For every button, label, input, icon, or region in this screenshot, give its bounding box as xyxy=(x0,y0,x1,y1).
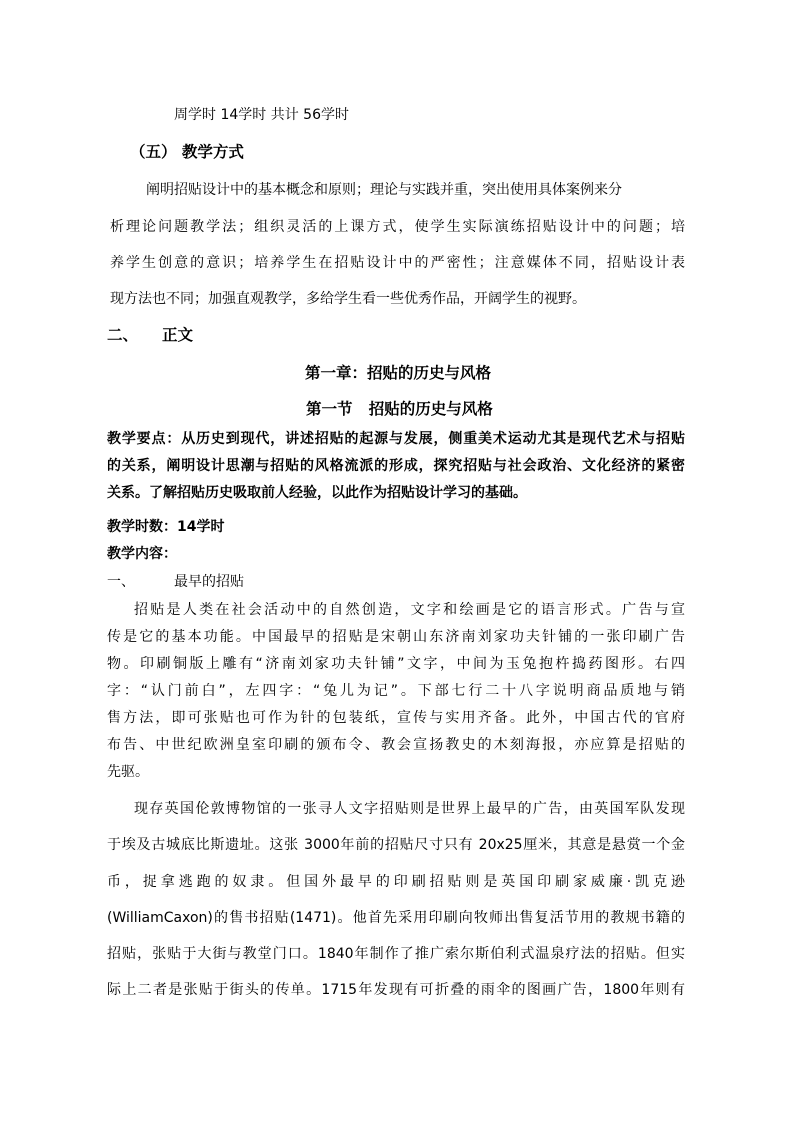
para1-line-4: 字：“认门前白”，左四字：“兔儿为记”。下部七行二十八字说明商品质地与销 xyxy=(107,683,685,699)
section-title: 第一节 招贴的历史与风格 xyxy=(306,400,493,418)
para1-line-6: 布告、中世纪欧洲皇室印刷的颁布令、教会宣扬教史的木刻海报，亦应算是招贴的 xyxy=(107,737,685,753)
para2-line-6: 际上二者是张贴于街头的传单。1715年发现有可折叠的雨伞的图画广告，1800年则有 xyxy=(107,982,685,998)
part-title: 正文 xyxy=(162,326,194,344)
teaching-method-line-4: 现方法也不同；加强直观教学，多给学生看一些优秀作品，开阔学生的视野。 xyxy=(110,291,586,307)
weekly-hours-line: 周学时 14学时 共计 56学时 xyxy=(174,107,349,123)
chapter-title: 第一章：招贴的历史与风格 xyxy=(305,364,492,382)
key-points-line-2: 的关系，阐明设计思潮与招贴的风格流派的形成，探究招贴与社会政治、文化经济的紧密 xyxy=(107,458,685,474)
para1-line-1: 招贴是人类在社会活动中的自然创造，文字和绘画是它的语言形式。广告与宣 xyxy=(134,602,685,618)
teaching-content-label: 教学内容： xyxy=(107,546,177,562)
teaching-hours: 教学时数：14学时 xyxy=(107,519,225,535)
section-heading-teaching-method: （五） 教学方式 xyxy=(130,143,244,161)
para1-line-3: 物。印刷铜版上雕有“济南刘家功夫针铺”文字，中间为玉兔抱杵捣药图形。右四 xyxy=(107,656,685,672)
key-points-line-3: 关系。了解招贴历史吸取前人经验，以此作为招贴设计学习的基础。 xyxy=(107,485,527,501)
teaching-method-line-3: 养学生创意的意识；培养学生在招贴设计中的严密性；注意媒体不同，招贴设计表 xyxy=(110,255,685,271)
part-number: 二、 xyxy=(107,326,139,344)
para1-line-5: 售方法，即可张贴也可作为针的包装纸，宣传与实用齐备。此外，中国古代的官府 xyxy=(107,710,685,726)
item-number: 一、 xyxy=(107,574,135,590)
para2-line-5: 招贴，张贴于大街与教堂门口。1840年制作了推广索尔斯伯利式温泉疗法的招贴。但实 xyxy=(107,946,685,962)
key-points-line-1: 教学要点：从历史到现代，讲述招贴的起源与发展，侧重美术运动尤其是现代艺术与招贴 xyxy=(107,431,685,447)
para2-line-2: 于埃及古城底比斯遗址。这张 3000年前的招贴尺寸只有 20x25厘米，其意是悬赏一个金 xyxy=(107,837,685,853)
para2-line-1: 现存英国伦敦博物馆的一张寻人文字招贴则是世界上最早的广告，由英国军队发现 xyxy=(134,801,685,817)
para1-line-2: 传是它的基本功能。中国最早的招贴是宋朝山东济南刘家功夫针铺的一张印刷广告 xyxy=(107,629,685,645)
para2-line-4: (WilliamCaxon)的售书招贴(1471)。他首先采用印刷向牧师出售复活节用的教规书籍的 xyxy=(107,910,685,926)
para2-line-3: 币，捉拿逃跑的奴隶。但国外最早的印刷招贴则是英国印刷家威廉·凯克逊 xyxy=(107,874,685,890)
teaching-method-line-2: 析理论问题教学法；组织灵活的上课方式，使学生实际演练招贴设计中的问题；培 xyxy=(110,219,685,235)
item-title: 最早的招贴 xyxy=(174,574,244,590)
para1-line-7: 先驱。 xyxy=(107,764,149,780)
teaching-method-line-1: 阐明招贴设计中的基本概念和原则；理论与实践并重，突出使用具体案例来分 xyxy=(146,182,622,198)
